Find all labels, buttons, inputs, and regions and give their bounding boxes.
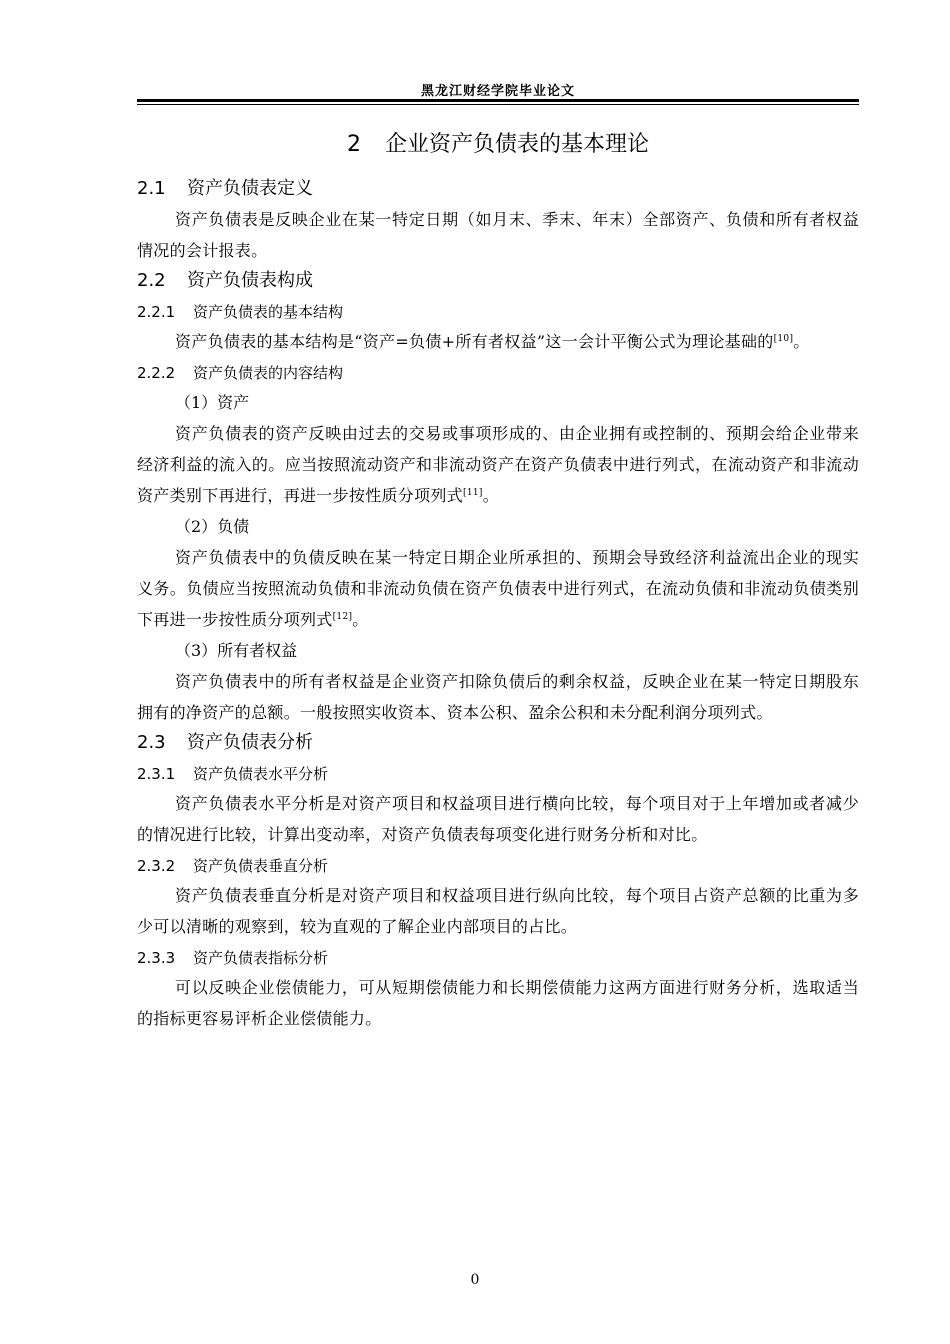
running-header: 黑龙江财经学院毕业论文 xyxy=(420,84,575,99)
paragraph-text: 资产负债表的基本结构是“资产=负债+所有者权益”这一会计平衡公式为理论基础的 xyxy=(175,332,774,351)
citation-ref[interactable]: [10] xyxy=(773,334,794,344)
list-item-liabilities: （2）负债 xyxy=(175,517,250,536)
section-title: 资产负债表定义 xyxy=(187,178,313,199)
subsection-number: 2.3.3 xyxy=(137,949,176,967)
paragraph-end: 。 xyxy=(793,332,810,351)
subsection-title: 资产负债表指标分析 xyxy=(193,949,329,967)
subsection-heading-2-2-2 xyxy=(137,359,859,387)
subsection-number: 2.2.1 xyxy=(137,303,176,321)
paragraph xyxy=(137,418,859,511)
paragraph: 资产负债表是反映企业在某一特定日期（如月末、季末、年末）全部资产、负债和所有者权益情况的会计报表。 xyxy=(137,210,859,260)
paragraph-text: 资产负债表的资产反映由过去的交易或事项形成的、由企业拥有或控制的、预期会给企业带来经济利益的流入的。应当按照流动资产和非流动资产在资产负债表中进行列式，在流动资产和非流动资产类别下再进行，再进一步按性质分项列式 xyxy=(137,424,859,505)
paragraph: 资产负债表中的所有者权益是企业资产扣除负债后的剩余权益，反映企业在某一特定日期股东拥有的净资产的总额。一般按照实收资本、资本公积、盈余公积和未分配利润分项列式。 xyxy=(137,672,859,722)
section-title: 资产负债表分析 xyxy=(187,732,313,753)
section-heading-2-2 xyxy=(137,266,859,296)
paragraph-end: 。 xyxy=(352,610,369,629)
citation-ref[interactable]: [12] xyxy=(332,612,353,622)
section-number: 2.2 xyxy=(137,270,166,291)
main-content xyxy=(137,128,859,1034)
paragraph: 资产负债表垂直分析是对资产项目和权益项目进行纵向比较，每个项目占资产总额的比重为多少可以清晰的观察到，较为直观的了解企业内部项目的占比。 xyxy=(137,886,859,936)
paragraph-text: 资产负债表中的负债反映在某一特定日期企业所承担的、预期会导致经济利益流出企业的现实义务。负债应当按照流动负债和非流动负债在资产负债表中进行列式，在流动负债和非流动负债类别下再进一步按性质分项列式 xyxy=(137,548,859,629)
list-item-equity: （3）所有者权益 xyxy=(175,641,298,660)
subsection-heading-2-2-1 xyxy=(137,298,859,326)
section-heading-2-3 xyxy=(137,728,859,758)
paragraph-end: 。 xyxy=(482,486,500,505)
subsection-title: 资产负债表水平分析 xyxy=(193,765,329,783)
subsection-number: 2.2.2 xyxy=(137,364,176,382)
header-rule-thin xyxy=(137,104,859,105)
subsection-title: 资产负债表的内容结构 xyxy=(193,364,344,382)
header-rule-thick xyxy=(137,99,859,102)
subsection-title: 资产负债表垂直分析 xyxy=(193,857,329,875)
citation-ref[interactable]: [11] xyxy=(463,488,483,498)
paragraph xyxy=(137,542,859,635)
subsection-number: 2.3.1 xyxy=(137,765,176,783)
page-number: 0 xyxy=(470,1272,480,1288)
list-item-assets: （1）资产 xyxy=(175,393,250,412)
chapter-title-text: 企业资产负债表的基本理论 xyxy=(384,132,649,157)
paragraph: 可以反映企业偿债能力，可从短期偿债能力和长期偿债能力这两方面进行财务分析，选取适当的指标更容易评析企业偿债能力。 xyxy=(137,978,859,1028)
paragraph: 资产负债表水平分析是对资产项目和权益项目进行横向比较，每个项目对于上年增加或者减少的情况进行比较，计算出变动率，对资产负债表每项变化进行财务分析和对比。 xyxy=(137,794,859,844)
subsection-heading-2-3-2 xyxy=(137,852,859,880)
subsection-heading-2-3-3 xyxy=(137,944,859,972)
subsection-title: 资产负债表的基本结构 xyxy=(193,303,344,321)
section-heading-2-1 xyxy=(137,174,859,204)
subsection-number: 2.3.2 xyxy=(137,857,176,875)
subsection-heading-2-3-1 xyxy=(137,760,859,788)
chapter-number: 2 xyxy=(346,132,361,157)
section-number: 2.3 xyxy=(137,732,166,753)
paragraph xyxy=(137,326,859,357)
section-title: 资产负债表构成 xyxy=(187,270,313,291)
section-number: 2.1 xyxy=(137,178,166,199)
chapter-title xyxy=(137,128,859,162)
